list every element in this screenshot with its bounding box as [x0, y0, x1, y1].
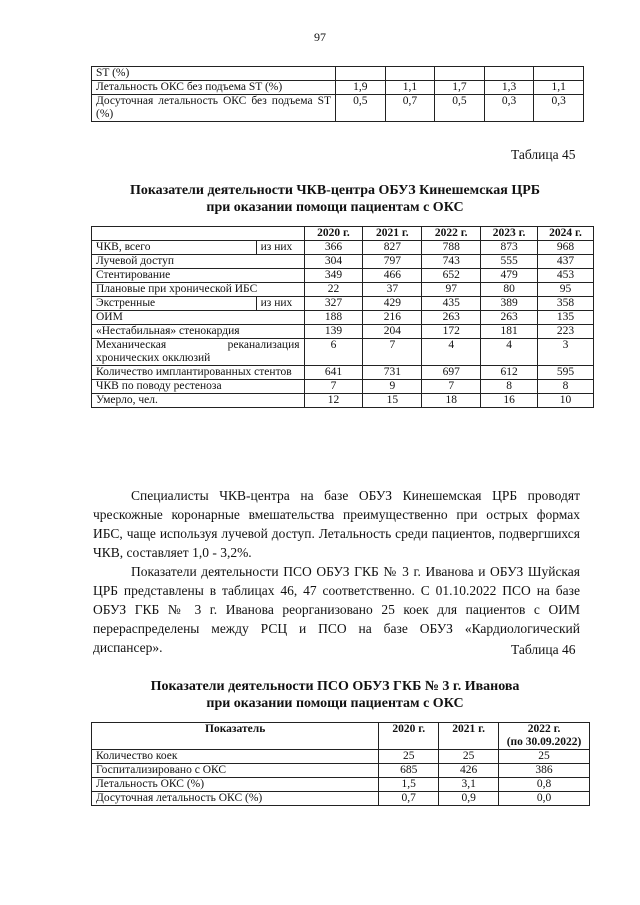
- row-label: «Нестабильная» стенокардия: [92, 325, 305, 339]
- cell: 37: [363, 283, 422, 297]
- cell: 263: [481, 311, 538, 325]
- cell: 172: [422, 325, 481, 339]
- cell: 7: [422, 380, 481, 394]
- cell: 223: [538, 325, 594, 339]
- cell: 12: [304, 394, 363, 408]
- cell: 697: [422, 366, 481, 380]
- header-year: 2020 г.: [379, 723, 439, 750]
- cell: 426: [439, 764, 499, 778]
- table-row: [92, 67, 584, 81]
- table45-caption: Таблица 45: [511, 147, 576, 162]
- cell: 652: [422, 269, 481, 283]
- table-header-row: [92, 227, 594, 241]
- cell: 555: [481, 255, 538, 269]
- table-row: [92, 283, 594, 297]
- row-label: Механическая реканализация хронических окклюзий: [92, 339, 305, 366]
- cell: 25: [499, 750, 590, 764]
- header-year: 2024 г.: [538, 227, 594, 241]
- table45-title: [70, 182, 600, 216]
- table46: [91, 722, 590, 806]
- cell: 25: [379, 750, 439, 764]
- table-row: [92, 380, 594, 394]
- cell: 389: [481, 297, 538, 311]
- table-top-continuation: [91, 66, 584, 122]
- cell: 349: [304, 269, 363, 283]
- cell: 641: [304, 366, 363, 380]
- header-year: 2021 г.: [439, 723, 499, 750]
- cell: 743: [422, 255, 481, 269]
- table-row: [92, 241, 594, 255]
- cell: 10: [538, 394, 594, 408]
- cell: 3,1: [439, 778, 499, 792]
- cell: 139: [304, 325, 363, 339]
- cell: 437: [538, 255, 594, 269]
- cell: 18: [422, 394, 481, 408]
- cell: 435: [422, 297, 481, 311]
- cell: 4: [422, 339, 481, 366]
- cell: 1,1: [534, 81, 584, 95]
- cell: 4: [481, 339, 538, 366]
- cell: 22: [304, 283, 363, 297]
- cell: 0,7: [385, 95, 435, 122]
- paragraph-1: Специалисты ЧКВ-центра на базе ОБУЗ Кинешемская ЦРБ проводят чрескожные коронарные вмешательства преимущественно при острых формах ИБС, чаще используя лучевой доступ. Летальность среди пациентов, подвергшихся ЧКВ, составляет 1,0 - 3,2%.: [93, 488, 580, 560]
- cell: 0,0: [499, 792, 590, 806]
- cell: 95: [538, 283, 594, 297]
- table46-title-line1: Показатели деятельности ПСО ОБУЗ ГКБ № 3 г. Иванова: [150, 679, 520, 694]
- header-year: 2020 г.: [304, 227, 363, 241]
- cell: 7: [304, 380, 363, 394]
- row-label: Экстренные: [92, 297, 257, 311]
- cell: 685: [379, 764, 439, 778]
- cell: 304: [304, 255, 363, 269]
- table45: [91, 226, 594, 408]
- table-row: [92, 750, 590, 764]
- row-sub: из них: [256, 297, 304, 311]
- cell: 16: [481, 394, 538, 408]
- row-label: Госпитализировано с ОКС: [92, 764, 379, 778]
- cell: 366: [304, 241, 363, 255]
- cell: 968: [538, 241, 594, 255]
- row-label: Летальность ОКС (%): [92, 778, 379, 792]
- row-label: Умерло, чел.: [92, 394, 305, 408]
- cell: [534, 67, 584, 81]
- row-label: ЧКВ, всего: [92, 241, 257, 255]
- table-row: [92, 366, 594, 380]
- cell: 1,5: [379, 778, 439, 792]
- table46-title: [70, 678, 600, 712]
- row-label: Стентирование: [92, 269, 305, 283]
- row-label: ЧКВ по поводу рестеноза: [92, 380, 305, 394]
- header-indicator: Показатель: [92, 723, 379, 750]
- cell: 1,9: [336, 81, 386, 95]
- table-row: [92, 269, 594, 283]
- cell: 8: [481, 380, 538, 394]
- cell: 1,3: [484, 81, 534, 95]
- row-label: Плановые при хронической ИБС: [92, 283, 305, 297]
- cell: 0,5: [435, 95, 485, 122]
- cell: 25: [439, 750, 499, 764]
- cell: 731: [363, 366, 422, 380]
- cell: 8: [538, 380, 594, 394]
- table46-caption: Таблица 46: [511, 642, 576, 657]
- cell: 97: [422, 283, 481, 297]
- cell: [484, 67, 534, 81]
- table-row: [92, 81, 584, 95]
- cell: 188: [304, 311, 363, 325]
- cell: 0,7: [379, 792, 439, 806]
- header-year: 2021 г.: [363, 227, 422, 241]
- cell: 827: [363, 241, 422, 255]
- header-year-note: (по 30.09.2022): [499, 736, 590, 750]
- cell: 1,1: [385, 81, 435, 95]
- row-label: ОИМ: [92, 311, 305, 325]
- cell: 7: [363, 339, 422, 366]
- row-label: Лучевой доступ: [92, 255, 305, 269]
- header-year: 2022 г.: [422, 227, 481, 241]
- row-label: Досуточная летальность ОКС без подъема ST (%): [92, 95, 336, 122]
- cell: [435, 67, 485, 81]
- table45-title-line2: при оказании помощи пациентам с ОКС: [206, 200, 464, 215]
- row-label: Количество имплантированных стентов: [92, 366, 305, 380]
- cell: 0,5: [336, 95, 386, 122]
- cell: 6: [304, 339, 363, 366]
- table-row: [92, 778, 590, 792]
- table45-title-line1: Показатели деятельности ЧКВ-центра ОБУЗ Кинешемская ЦРБ: [129, 183, 541, 198]
- cell: 9: [363, 380, 422, 394]
- cell: [385, 67, 435, 81]
- cell: 216: [363, 311, 422, 325]
- table-row: [92, 297, 594, 311]
- cell: 788: [422, 241, 481, 255]
- table46-title-line2: при оказании помощи пациентам с ОКС: [206, 696, 464, 711]
- cell: 466: [363, 269, 422, 283]
- page-number: 97: [314, 30, 326, 44]
- cell: 0,8: [499, 778, 590, 792]
- cell: 80: [481, 283, 538, 297]
- cell: 0,3: [484, 95, 534, 122]
- cell: 873: [481, 241, 538, 255]
- row-label: Досуточная летальность ОКС (%): [92, 792, 379, 806]
- row-label: ST (%): [92, 67, 336, 81]
- cell: 327: [304, 297, 363, 311]
- header-empty: [92, 227, 305, 241]
- header-year: 2023 г.: [481, 227, 538, 241]
- cell: 453: [538, 269, 594, 283]
- table-row: [92, 792, 590, 806]
- row-label: Летальность ОКС без подъема ST (%): [92, 81, 336, 95]
- cell: [336, 67, 386, 81]
- cell: 0,9: [439, 792, 499, 806]
- cell: 429: [363, 297, 422, 311]
- row-sub: из них: [256, 241, 304, 255]
- cell: 797: [363, 255, 422, 269]
- cell: 135: [538, 311, 594, 325]
- table-row: [92, 255, 594, 269]
- row-label: Количество коек: [92, 750, 379, 764]
- cell: 0,3: [534, 95, 584, 122]
- table-header-row: [92, 723, 590, 737]
- table-row: [92, 394, 594, 408]
- cell: 358: [538, 297, 594, 311]
- paragraph-2: Показатели деятельности ПСО ОБУЗ ГКБ № 3 г. Иванова и ОБУЗ Шуйская ЦРБ представлены в таблицах 46, 47 соответственно. С 01.10.2022 ПСО на базе ОБУЗ ГКБ № 3 г. Иванова реорганизовано 25 коек для пациентов с ОИМ перераспределены между РСЦ и ПСО на базе ОБУЗ «Кардиологический диспансер».: [93, 564, 580, 655]
- cell: 1,7: [435, 81, 485, 95]
- cell: 386: [499, 764, 590, 778]
- table-row: [92, 764, 590, 778]
- table-row: [92, 339, 594, 366]
- cell: 595: [538, 366, 594, 380]
- cell: 204: [363, 325, 422, 339]
- cell: 479: [481, 269, 538, 283]
- cell: 181: [481, 325, 538, 339]
- cell: 612: [481, 366, 538, 380]
- cell: 263: [422, 311, 481, 325]
- header-year: 2022 г.: [499, 723, 590, 737]
- cell: 3: [538, 339, 594, 366]
- table-row: [92, 311, 594, 325]
- table-row: [92, 325, 594, 339]
- cell: 15: [363, 394, 422, 408]
- table-row: [92, 95, 584, 122]
